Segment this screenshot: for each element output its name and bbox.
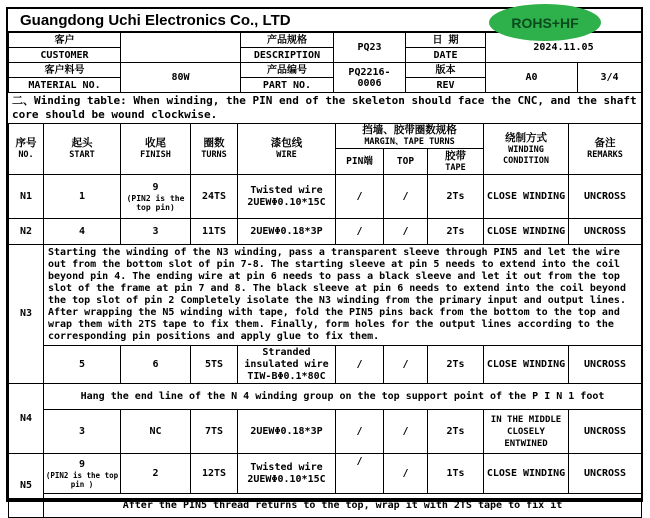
customer-label-en: CUSTOMER (9, 48, 121, 63)
date-label-en: DATE (406, 48, 486, 63)
n2-top: / (384, 219, 428, 245)
n1-no: N1 (9, 175, 44, 219)
col-header-no: 序号 NO. (9, 124, 44, 175)
part-label-cn: 产品编号 (241, 63, 334, 78)
n4-start: 3 (44, 410, 121, 454)
n3-wire: Stranded insulated wire TIW-BΦ0.1*80C (238, 346, 336, 384)
table-row (9, 175, 642, 219)
winding-table-intro: 二、Winding table: When winding, the PIN end of the skeleton should face the CNC, and the shaft core should be wound clockwise. (12, 94, 637, 121)
n5-remarks: UNCROSS (569, 454, 642, 494)
table-row (9, 219, 642, 245)
n3-note: Starting the winding of the N3 winding, pass a transparent sleeve through PIN5 and let the wire out from the bottom slot of pin 7-8. The starting sleeve at pin 5 needs to extend into the coil beyond pin 4. The ending wire at pin 6 needs to pass a black sleeve and let it out from the top slot of the frame at pin 7 and 8. The black sleeve at pin 6 needs to extend into the coil beyond the top slot of pin 2 Completely isolate the N3 winding from the primary input and output lines. After wrapping the N5 winding with tape, fold the PIN5 pins back from the bottom to the top and wrap them with 2TS tape to fix them. Finally, form holes for the output lines according to the corresponding pin positions and apply glue to fix them. (44, 245, 642, 346)
table-row (9, 454, 642, 494)
n2-wire: 2UEWΦ0.18*3P (238, 219, 336, 245)
col-header-remarks: 备注 REMARKS (569, 124, 642, 175)
part-label-en: PART NO. (241, 78, 334, 93)
col-header-pin-end: PIN端 (336, 149, 384, 175)
n1-pin-end: / (336, 175, 384, 219)
n5-tape: 1Ts (428, 454, 484, 494)
n2-winding: CLOSE WINDING (484, 219, 569, 245)
n5-turns: 12TS (191, 454, 238, 494)
date-label-cn: 日 期 (406, 33, 486, 48)
part-value-line2: 0006 (357, 77, 382, 89)
n3-pin-end: / (336, 346, 384, 384)
n1-start: 1 (44, 175, 121, 219)
col-header-top: TOP (384, 149, 428, 175)
n4-finish: NC (121, 410, 191, 454)
n2-finish: 3 (121, 219, 191, 245)
col-header-finish: 收尾 FINISH (121, 124, 191, 175)
col-header-start: 起头 START (44, 124, 121, 175)
n3-top: / (384, 346, 428, 384)
description-value: PQ23 (334, 33, 406, 63)
n5-top: / (384, 454, 428, 494)
n5-no: N5 (9, 454, 44, 518)
n1-finish: 9 (PIN2 is the top pin) (121, 175, 191, 219)
n1-winding: CLOSE WINDING (484, 175, 569, 219)
n2-remarks: UNCROSS (569, 219, 642, 245)
table-row (9, 494, 642, 518)
table-row (9, 346, 642, 384)
company-name: Guangdong Uchi Electronics Co., LTD (20, 11, 291, 29)
n2-tape: 2Ts (428, 219, 484, 245)
n1-turns: 24TS (191, 175, 238, 219)
n5-wire: Twisted wire 2UEWΦ0.10*15C (238, 454, 336, 494)
col-header-turns: 圈数 TURNS (191, 124, 238, 175)
n4-winding: IN THE MIDDLE CLOSELY ENTWINED (484, 410, 569, 454)
material-label-en: MATERIAL NO. (9, 78, 121, 93)
n2-start: 4 (44, 219, 121, 245)
spec-sheet (6, 7, 643, 511)
n1-remarks: UNCROSS (569, 175, 642, 219)
n5-pin-end: / (336, 454, 384, 494)
n4-note: Hang the end line of the N 4 winding group on the top support point of the P I N 1 foot (44, 384, 642, 410)
n4-turns: 7TS (191, 410, 238, 454)
material-label-cn: 客户料号 (9, 63, 121, 78)
winding-table (8, 123, 642, 518)
n5-note: After the PIN5 thread returns to the top, wrap it with 2TS tape to fix it (44, 494, 642, 518)
customer-value (121, 33, 241, 63)
n3-no: N3 (9, 245, 44, 384)
rev-label-en: REV (406, 78, 486, 93)
n1-tape: 2Ts (428, 175, 484, 219)
rohs-badge-label: ROHS+HF (511, 14, 579, 31)
n4-top: / (384, 410, 428, 454)
n4-no: N4 (9, 384, 44, 454)
col-header-winding-condition: 绕制方式 WINDING CONDITION (484, 124, 569, 175)
n5-finish: 2 (121, 454, 191, 494)
date-value: 2024.11.05 (486, 33, 642, 63)
table-row (9, 410, 642, 454)
description-label-en: DESCRIPTION (241, 48, 334, 63)
rev-label-cn: 版本 (406, 63, 486, 78)
n4-remarks: UNCROSS (569, 410, 642, 454)
n5-winding: CLOSE WINDING (484, 454, 569, 494)
n3-start: 5 (44, 346, 121, 384)
n4-wire: 2UEWΦ0.18*3P (238, 410, 336, 454)
page-number: 3/4 (578, 63, 642, 93)
table-row (9, 245, 642, 346)
n5-start: 9 (PIN2 is the top pin ) (44, 454, 121, 494)
col-header-wire: 漆包线 WIRE (238, 124, 336, 175)
n1-wire: Twisted wire 2UEWΦ0.10*15C (238, 175, 336, 219)
col-header-margin: 挡墙、胶带圈数规格 MARGIN、TAPE TURNS (336, 124, 484, 149)
n3-winding: CLOSE WINDING (484, 346, 569, 384)
n4-tape: 2Ts (428, 410, 484, 454)
n3-turns: 5TS (191, 346, 238, 384)
customer-label-cn: 客户 (9, 33, 121, 48)
n3-finish: 6 (121, 346, 191, 384)
n4-pin-end: / (336, 410, 384, 454)
rev-value: A0 (486, 63, 578, 93)
n2-no: N2 (9, 219, 44, 245)
n1-top: / (384, 175, 428, 219)
part-value-line1: PQ2216- (348, 66, 391, 78)
material-value: 80W (121, 63, 241, 93)
table-row (9, 384, 642, 410)
col-header-tape: 胶带 TAPE (428, 149, 484, 175)
description-label-cn: 产品规格 (241, 33, 334, 48)
rohs-badge (489, 4, 601, 41)
n2-pin-end: / (336, 219, 384, 245)
n2-turns: 11TS (191, 219, 238, 245)
info-table (8, 32, 642, 93)
n3-remarks: UNCROSS (569, 346, 642, 384)
part-value (334, 63, 406, 93)
n3-tape: 2Ts (428, 346, 484, 384)
